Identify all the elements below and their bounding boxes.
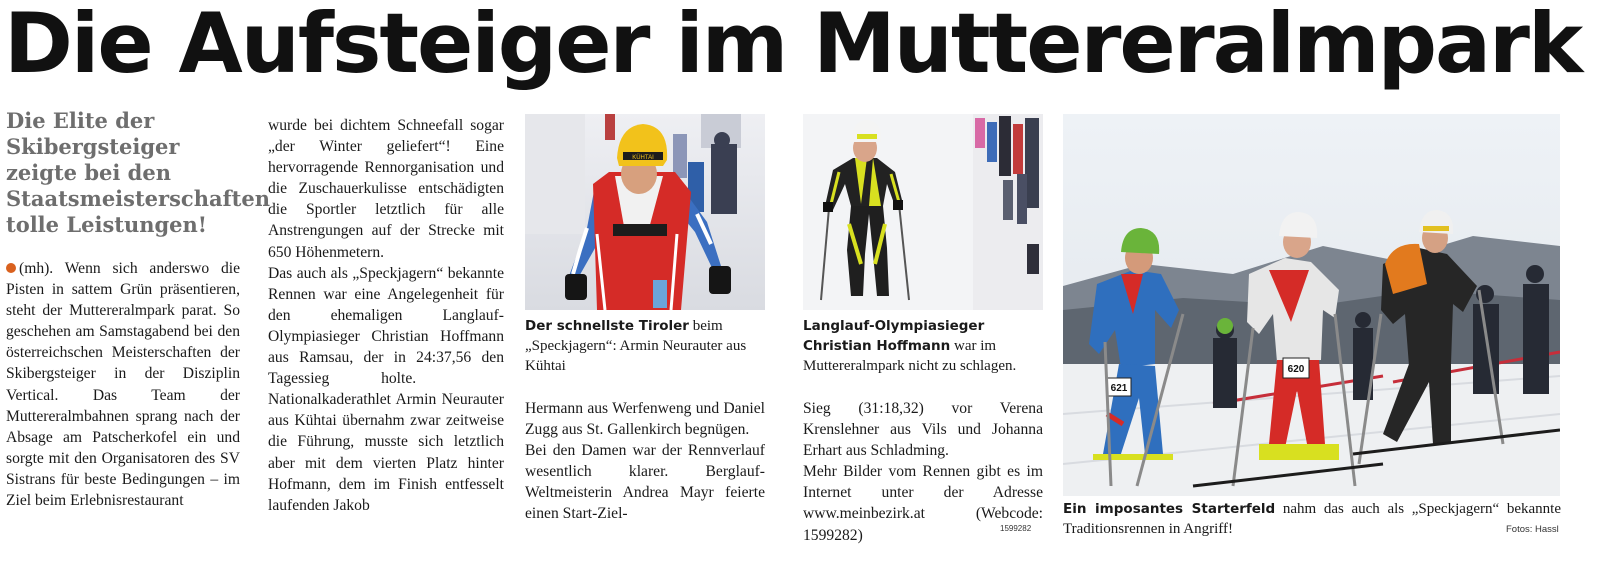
article-paragraph	[268, 263, 504, 516]
article-headline: Die Aufsteiger im Muttereralmpark	[4, 0, 1582, 92]
paragraph-text: Hermann aus Werfenweng und Daniel Zugg aus St. Gallenkirch begnügen.	[525, 400, 765, 439]
photo-armin-neurauter	[525, 114, 765, 310]
helmet-text: KÜHTAI	[632, 155, 654, 161]
photo-christian-hoffmann	[803, 114, 1043, 310]
photo-starterfeld	[1063, 114, 1560, 496]
paragraph-text: Bei den Damen war der Rennverlauf wesentlich klarer. Berglauf-Weltmeisterin Andrea Mayr feierte einen Start-Ziel-	[525, 442, 765, 523]
caption-text: nahm das auch als „Speckjagern“ bekannte Traditionsrennen in Angriff!	[1063, 501, 1561, 537]
paragraph-text: (mh). Wenn sich anderswo die Pisten in sattem Grün präsentieren, steht der Muttereralmpark parat. So geschehen am Samstagabend bei den österreichschen Meisterschaften der Skibergsteiger in der Disziplin Vertical. Das Team der Muttereralmbahnen sprang nach der Absage am Patscherkofel ein und sorgte mit den Organisatoren des SV Sistrans für beste Bedingungen – im Ziel beim Erlebnisrestaurant	[6, 260, 240, 510]
article-lead: Die Elite der Skibergsteiger zeigte bei den Staatsmeisterschaften tolle Leistungen!	[6, 108, 270, 237]
caption-bold-text: Langlauf-Olympiasieger Christian Hoffmann	[803, 318, 985, 354]
paragraph-text: Mehr Bilder vom Rennen gibt es im Internet unter der Adresse www.meinbezirk.at (Webcode: 1599282)	[803, 463, 1043, 544]
photo-credit: Fotos: Hassl	[1506, 524, 1559, 535]
bib-number: 620	[1287, 364, 1305, 375]
paragraph-text: Sieg (31:18,32) vor Verena Krenslehner aus Vils und Johanna Erhart aus Schladming.	[803, 400, 1043, 460]
article-column-3	[525, 398, 765, 525]
caption-bold-text: Der schnellste Tiroler	[525, 318, 689, 334]
photo-caption	[1063, 499, 1561, 539]
article-column-2	[268, 115, 504, 516]
caption-text: war im Muttereralmpark nicht zu schlagen.	[803, 338, 1017, 374]
bib-number: 621	[1110, 383, 1128, 394]
author-marker-icon	[6, 263, 16, 273]
paragraph-text: wurde bei dichtem Schneefall sogar „der Winter geliefert“! Eine hervorragende Rennorganisation und die Zuschauerkulisse entschädigten die Sportler letztlich für alle Anstrengungen auf der Strecke mit 650 Höhenmetern.	[268, 117, 504, 261]
webcode-small: 1599282	[1000, 524, 1032, 533]
photo-caption	[803, 316, 1043, 376]
paragraph-text: Das auch als „Speckjagern“ bekannte Rennen war eine Angelegenheit für den ehemaligen Langlauf-Olympiasieger Christian Hoffmann aus Ramsau, der in 24:37,56 den Tagessieg holte.	[268, 264, 504, 388]
photo-caption	[525, 316, 765, 376]
caption-text: beim „Speckjagern“: Armin Neurauter aus Kühtai	[525, 318, 747, 374]
article-column-1	[6, 258, 240, 511]
paragraph-text: Nationalkaderathlet Armin Neurauter aus Kühtai übernahm zwar zeitweise die Führung, musste sich letztlich aber mit dem vierten Platz hinter Hofmann, dem im Finish entfesselt laufenden Jakob	[268, 391, 504, 514]
caption-bold-text: Ein imposantes Starterfeld	[1063, 501, 1276, 517]
article-paragraph	[6, 258, 240, 511]
